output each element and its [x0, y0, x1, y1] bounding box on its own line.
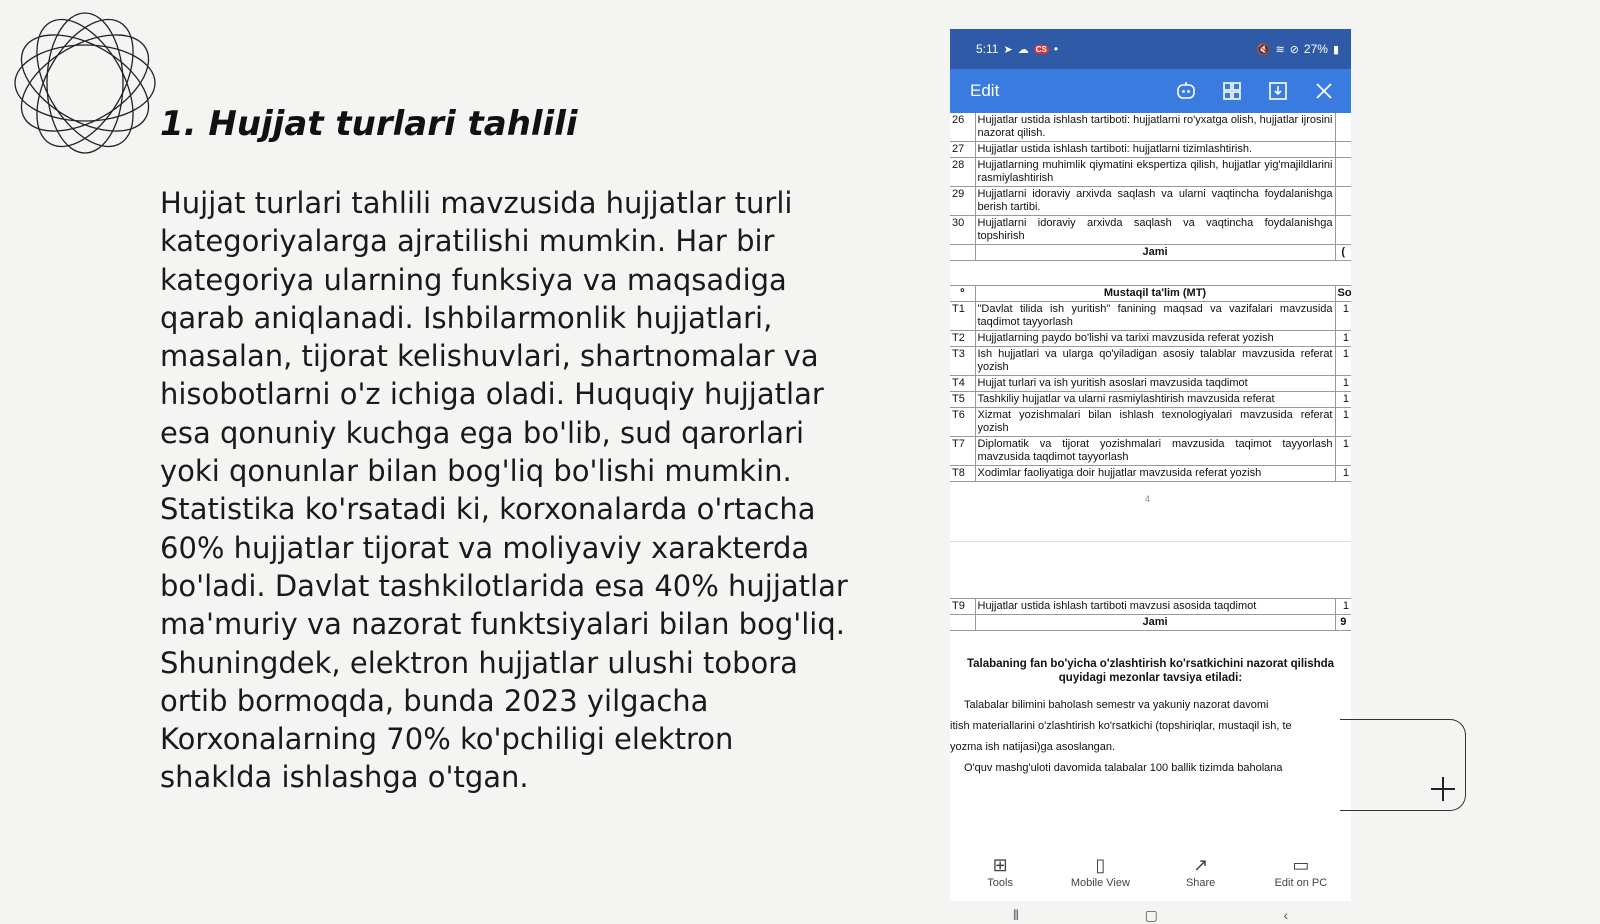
total-label: Jami	[975, 245, 1335, 261]
mute-icon: 🔇	[1256, 43, 1271, 56]
row-count: 1	[1335, 466, 1351, 482]
table-row	[950, 347, 1351, 376]
row-num: T3	[950, 347, 975, 376]
slide-body-text: Hujjat turlari tahlili mavzusida hujjatlar turli kategoriyalarga ajratilishi mumkin. Har bir kategoriya ularning funksiya va maqsadiga qarab aniqlanadi. Ishbilarmonlik hujjatlari, masalan, tijorat kelishuvlari, shartnomalar va hisobotlarni o'z ichiga oladi. Huquqiy hujjatlar esa qonuniy kuchga ega bo'lib, sud qarorlari yoki qonunlar bilan bog'liq bo'lishi mumkin. Statistika ko'rsatadi ki, korxonalarda o'rtacha 60% hujjatlar tijorat va moliyaviy xarakterda bo'ladi. Davlat tashkilotlarida esa 40% hujjatlar ma'muriy va nazorat funktsiyalari bilan bog'liq. Shuningdek, elektron hujjatlar ulushi tobora ortib bormoqda, bunda 2023 yilgacha Korxonalarning 70% ko'pchiligi elektron shaklda ishlashga o'tgan.	[160, 186, 848, 795]
battery-icon: ▮	[1332, 43, 1339, 56]
bottom-action-bar	[950, 851, 1351, 901]
mobile-view-icon: ▯	[1095, 855, 1106, 875]
android-nav-bar	[950, 907, 1351, 924]
table-row	[950, 392, 1351, 408]
row-text: Xodimlar faoliyatiga doir hujjatlar mavzusida referat yozish	[975, 466, 1335, 482]
criteria-line: Talabalar bilimini baholash semestr va yakuniy nazorat davomi	[964, 699, 1269, 711]
recents-icon[interactable]: ⦀	[1012, 907, 1019, 923]
row-count: 1	[1335, 408, 1351, 437]
row-count: 1	[1335, 599, 1351, 615]
row-text: Xizmat yozishmalari bilan ishlash texnologiyalari mavzusida referat yozish	[975, 408, 1335, 437]
row-text: Hujjatlarni idoraviy arxivda saqlash va vaqtincha foydalanishga topshirish	[975, 216, 1335, 245]
row-text: Tashkiliy hujjatlar va ularni rasmiylashtirish mavzusida referat	[975, 392, 1335, 408]
tools-button[interactable]	[960, 855, 1040, 889]
phone-screenshot	[950, 29, 1352, 923]
criteria-line: O'quv mashg'uloti davomida talabalar 100 ballik tizimda baholana	[964, 762, 1283, 774]
row-num: T5	[950, 392, 975, 408]
row-num: 27	[950, 142, 975, 158]
table-row	[950, 302, 1351, 331]
row-count: 1	[1335, 347, 1351, 376]
row-count: 1	[1335, 437, 1351, 466]
row-count	[1335, 113, 1351, 142]
independent-study-table	[950, 285, 1351, 482]
page-break	[950, 482, 1351, 542]
total-value: 9	[1335, 615, 1351, 631]
row-num: T4	[950, 376, 975, 392]
editor-toolbar	[950, 69, 1351, 113]
mobile-view-label: Mobile View	[1070, 877, 1130, 889]
cs-badge: CS	[1035, 44, 1047, 54]
row-count: 1	[1335, 331, 1351, 347]
notification-dot: •	[1053, 42, 1059, 56]
table-row	[950, 113, 1351, 142]
table-row	[950, 376, 1351, 392]
telegram-icon: ➤	[1003, 43, 1013, 56]
row-text: Hujjatlar ustida ishlash tartiboti: hujjatlarni tizimlashtirish.	[975, 142, 1335, 158]
row-num: 29	[950, 187, 975, 216]
row-num: T2	[950, 331, 975, 347]
table-row	[950, 331, 1351, 347]
edit-on-pc-icon: ▭	[1292, 855, 1310, 875]
edit-on-pc-button[interactable]	[1261, 855, 1341, 889]
row-num: T1	[950, 302, 975, 331]
edit-on-pc-label: Edit on PC	[1274, 877, 1328, 889]
criteria-title: Talabaning fan bo'yicha o'zlashtirish ko'rsatkichini nazorat qilishda quyidagi mezonlar tavsiya etiladi:	[966, 658, 1335, 684]
tools-label: Tools	[987, 877, 1013, 889]
hdr-num: º	[950, 286, 975, 302]
row-text: "Davlat tilida ish yuritish" fanining maqsad va vazifalari mavzusida taqdimot tayyorlash	[975, 302, 1335, 331]
row-text: Hujjatlarni idoraviy arxivda saqlash va ularni vaqtincha foydalanishga berish tartibi.	[975, 187, 1335, 216]
status-time: 5:11	[976, 42, 999, 56]
document-view[interactable]	[950, 113, 1351, 851]
wifi-icon: ≋	[1275, 43, 1285, 56]
dnd-icon: ⊘	[1289, 43, 1299, 56]
table-row	[950, 216, 1351, 245]
total-value: (	[1335, 245, 1351, 261]
row-text: Hujjatlarning muhimlik qiymatini ekspertiza qilish, hujjatlar yig'majildlarini rasmiylashtirish	[975, 158, 1335, 187]
criteria-line: itish materiallarini o'zlashtirish ko'rsatkichi (topshiriqlar, mustaqil ish, te	[950, 720, 1292, 732]
row-num: T8	[950, 466, 975, 482]
row-num: 30	[950, 216, 975, 245]
edit-button[interactable]: Edit	[970, 81, 1000, 100]
tools-icon: ⊞	[992, 855, 1008, 875]
mobile-view-button[interactable]	[1060, 855, 1140, 889]
row-num: T7	[950, 437, 975, 466]
table-row	[950, 142, 1351, 158]
hdr-count: So	[1335, 286, 1351, 302]
table-row	[950, 466, 1351, 482]
slide-title: 1. Hujjat turlari tahlili	[160, 104, 578, 144]
table-row	[950, 408, 1351, 437]
row-text: Hujjat turlari va ish yuritish asoslari mavzusida taqdimot	[975, 376, 1335, 392]
close-icon[interactable]	[1309, 76, 1339, 106]
page-mark: 4	[1145, 494, 1151, 504]
row-text: Diplomatik va tijorat yozishmalari mavzusida taqimot tayyorlash mavzusida taqdimot tayyorlash	[975, 437, 1335, 466]
row-num: 26	[950, 113, 975, 142]
home-icon[interactable]: ▢	[1144, 907, 1158, 923]
row-count	[1335, 142, 1351, 158]
row-count: 1	[1335, 392, 1351, 408]
save-icon[interactable]	[1263, 76, 1293, 106]
row-count: 1	[1335, 376, 1351, 392]
table-row	[950, 437, 1351, 466]
row-count	[1335, 158, 1351, 187]
row-text: Hujjatlar ustida ishlash tartiboti: hujjatlarni ro'yxatga olish, hujjatlar ijrosini nazorat qilish.	[975, 113, 1335, 142]
independent-study-table-cont	[950, 598, 1351, 631]
table-row	[950, 158, 1351, 187]
table-row	[950, 187, 1351, 216]
status-bar	[950, 29, 1351, 69]
topics-table	[950, 113, 1351, 261]
grid-view-icon[interactable]	[1217, 76, 1247, 106]
row-num: T6	[950, 408, 975, 437]
row-count	[1335, 216, 1351, 245]
share-button[interactable]	[1161, 855, 1241, 889]
battery-percent: 27%	[1303, 42, 1328, 56]
row-count: 1	[1335, 302, 1351, 331]
criteria-line: yozma ish natijasi)ga asoslangan.	[950, 741, 1116, 753]
row-num: T9	[950, 599, 975, 615]
independent-study-header: Mustaqil ta'lim (MT)	[975, 286, 1335, 302]
total-label: Jami	[975, 615, 1335, 631]
sparkle-icon	[1431, 777, 1455, 801]
row-text: Ish hujjatlari va ularga qo'yiladigan asosiy talablar mavzusida referat yozish	[975, 347, 1335, 376]
row-text: Hujjatlar ustida ishlash tartiboti mavzusi asosida taqdimot	[975, 599, 1335, 615]
cloud-icon: ☁	[1017, 43, 1029, 56]
back-icon[interactable]: ‹	[1283, 907, 1289, 923]
row-text: Hujjatlarning paydo bo'lishi va tarixi mavzusida referat yozish	[975, 331, 1335, 347]
decorative-logo	[10, 8, 160, 158]
ai-assistant-icon[interactable]	[1171, 76, 1201, 106]
share-label: Share	[1185, 877, 1216, 889]
share-icon: ↗	[1193, 855, 1209, 875]
row-count	[1335, 187, 1351, 216]
row-num: 28	[950, 158, 975, 187]
